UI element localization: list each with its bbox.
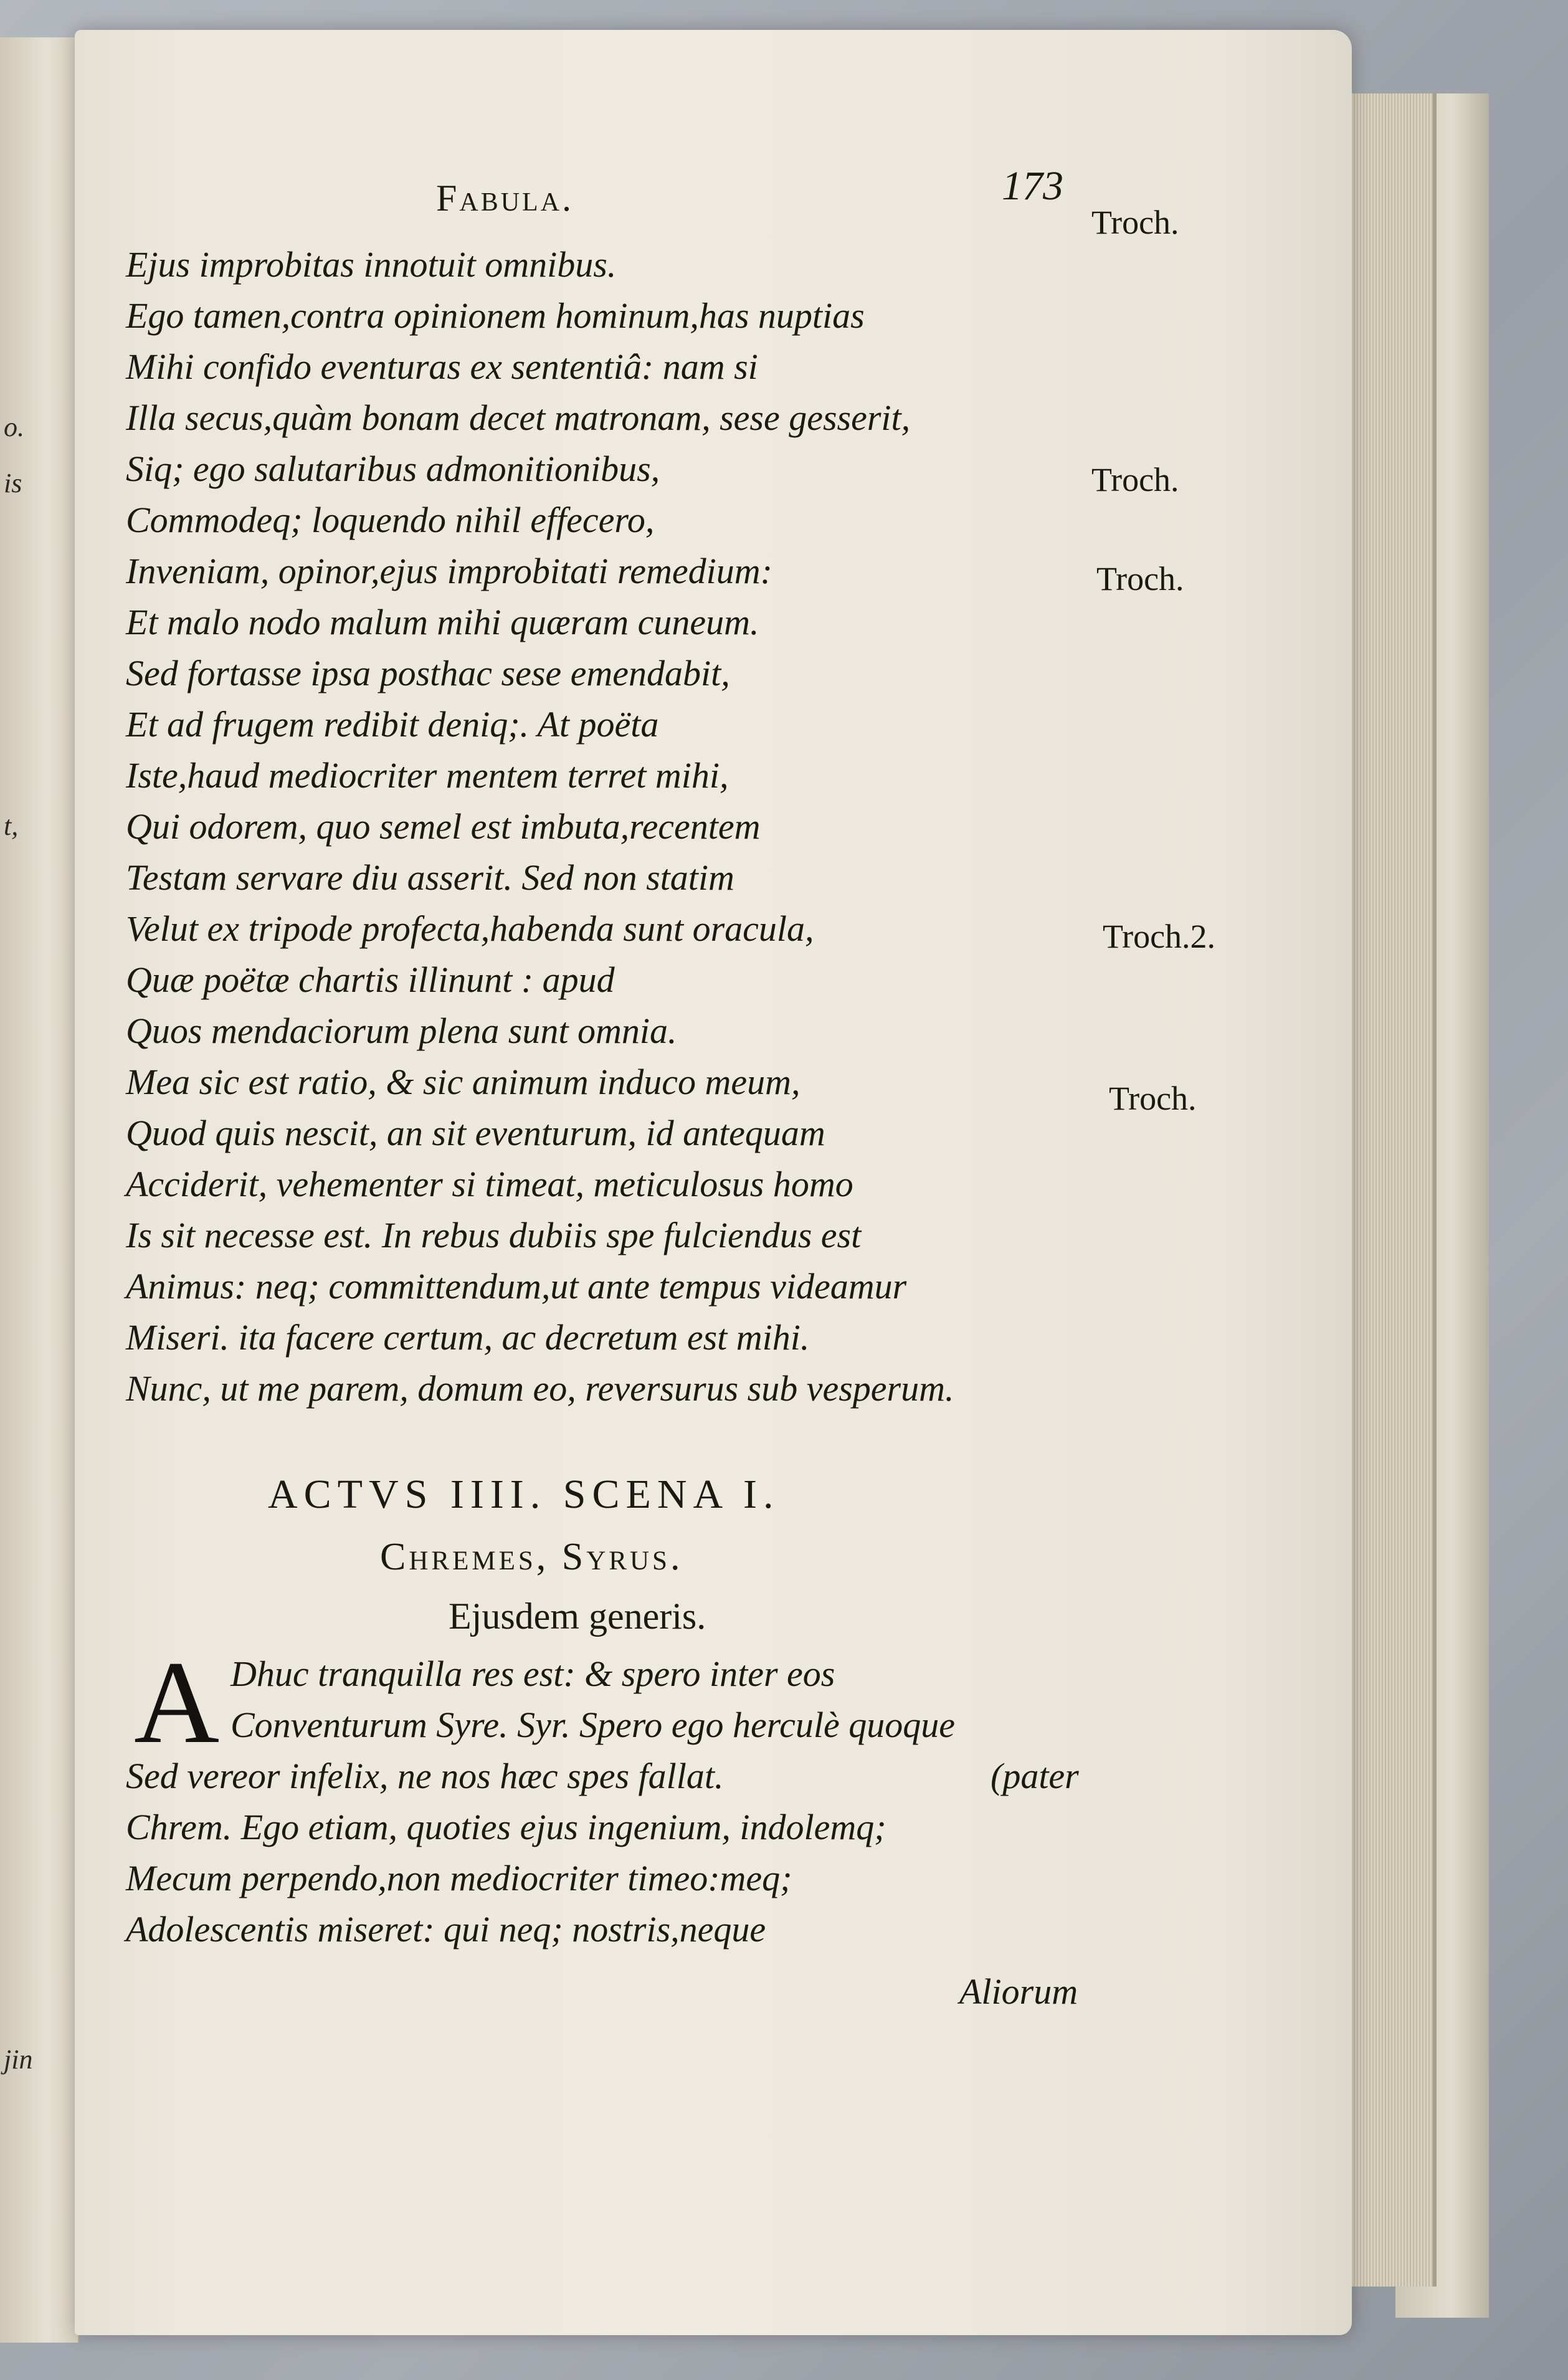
page-block-edges <box>1346 93 1437 2287</box>
left-page-fragment: jin <box>4 2044 33 2075</box>
running-title: Fabula. <box>436 178 574 219</box>
left-page-fragment: is <box>4 468 22 498</box>
verse-line: Siq; ego salutaribus admonitionibus, <box>126 449 660 489</box>
verse-line: Commodeq; loquendo nihil effecero, <box>126 500 655 540</box>
left-page-edge <box>0 37 79 2343</box>
verse-line: Et ad frugem redibit deniq;. At poëta <box>126 704 659 745</box>
left-page-fragment: t, <box>4 811 19 841</box>
verse-line: Nunc, ut me parem, domum eo, reversurus sub vesperum. <box>126 1368 954 1409</box>
verse-line: Quæ poëtæ chartis illinunt : apud <box>126 959 615 1000</box>
verse-line: Mihi confido eventuras ex sententiâ: nam si <box>126 346 758 387</box>
turnover-word: (pater <box>991 1756 1079 1796</box>
dialogue-line: Conventurum Syre. Syr. Spero ego herculè quoque <box>230 1705 955 1745</box>
margin-note-troch: Troch.2. <box>1103 918 1216 955</box>
book-page <box>75 30 1352 2335</box>
act-heading: ACTVS IIII. SCENA I. <box>268 1472 780 1517</box>
verse-line: Iste,haud mediocriter mentem terret mihi, <box>126 755 729 796</box>
margin-note-troch: Troch. <box>1109 1080 1197 1117</box>
verse-line: Quos mendaciorum plena sunt omnia. <box>126 1011 677 1051</box>
verse-line: Animus: neq; committendum,ut ante tempus videamur <box>126 1266 907 1307</box>
verse-line: Is sit necesse est. In rebus dubiis spe fulciendus est <box>126 1215 862 1255</box>
dialogue-line: Chrem. Ego etiam, quoties ejus ingenium, indolemq; <box>126 1807 886 1847</box>
scene-characters: Chremes, Syrus. <box>380 1536 683 1578</box>
verse-line: Inveniam, opinor,ejus improbitati remedium: <box>126 551 772 591</box>
verse-line: Testam servare diu asserit. Sed non statim <box>126 857 734 898</box>
dialogue-line: Sed vereor infelix, ne nos hæc spes fallat. <box>126 1756 724 1796</box>
verse-line: Mea sic est ratio, & sic animum induco meum, <box>126 1062 801 1102</box>
margin-note-troch: Troch. <box>1096 560 1184 597</box>
margin-note-troch: Troch. <box>1091 204 1179 241</box>
dialogue-line: Dhuc tranquilla res est: & spero inter eos <box>230 1654 835 1694</box>
verse-line: Acciderit, vehementer si timeat, meticulosus homo <box>126 1164 853 1204</box>
left-page-fragment: o. <box>4 412 24 442</box>
meter-note: Ejusdem generis. <box>449 1596 706 1637</box>
verse-line: Qui odorem, quo semel est imbuta,recentem <box>126 806 761 847</box>
verse-line: Ego tamen,contra opinionem hominum,has nuptias <box>126 295 865 336</box>
dialogue-line: Mecum perpendo,non mediocriter timeo:meq; <box>126 1858 792 1898</box>
page-number: 173 <box>1002 163 1063 209</box>
verse-line: Sed fortasse ipsa posthac sese emendabit, <box>126 653 730 693</box>
verse-line: Miseri. ita facere certum, ac decretum est mihi. <box>126 1317 810 1358</box>
margin-note-troch: Troch. <box>1091 461 1179 498</box>
dialogue-line: Adolescentis miseret: qui neq; nostris,neque <box>126 1909 766 1949</box>
drop-cap: A <box>134 1637 220 1768</box>
verse-line: Ejus improbitas innotuit omnibus. <box>126 244 617 285</box>
verse-line: Et malo nodo malum mihi quæram cuneum. <box>126 602 759 642</box>
verse-line: Velut ex tripode profecta,habenda sunt oracula, <box>126 908 814 949</box>
verse-line: Quod quis nescit, an sit eventurum, id antequam <box>126 1113 825 1153</box>
catchword: Aliorum <box>959 1971 1078 2012</box>
verse-line: Illa secus,quàm bonam decet matronam, sese gesserit, <box>126 397 911 438</box>
